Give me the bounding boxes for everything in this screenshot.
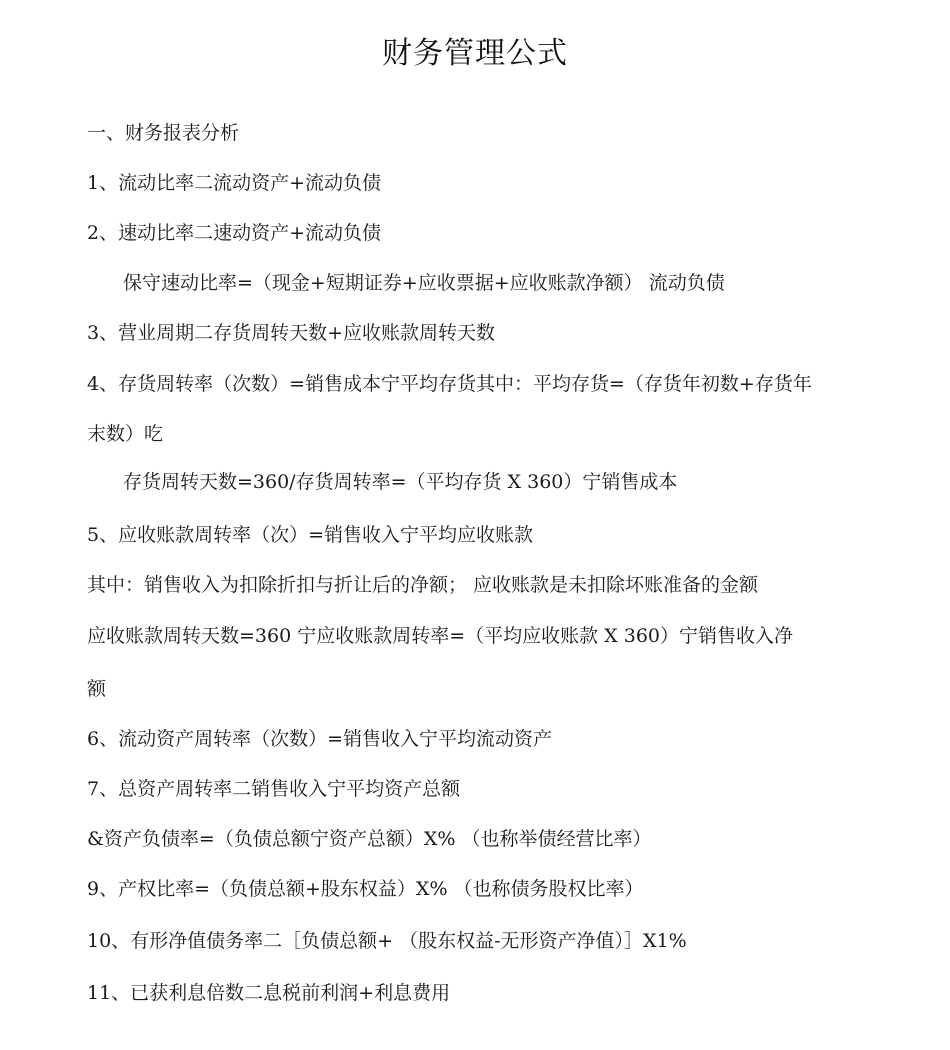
formula-receivables-days-cont: 额: [87, 678, 107, 700]
formula-current-ratio: 1、流动比率二流动资产+流动负债: [87, 172, 382, 194]
formula-conservative-quick-ratio: 保守速动比率=（现金+短期证券+应收票据+应收账款净额） 流动负债: [123, 272, 725, 294]
section-heading: 一、财务报表分析: [87, 122, 240, 144]
formula-total-asset-turnover: 7、总资产周转率二销售收入宁平均资产总额: [87, 778, 461, 800]
formula-equity-ratio: 9、产权比率=（负债总额+股东权益）X% （也称债务股权比率）: [87, 878, 644, 900]
formula-quick-ratio: 2、速动比率二速动资产+流动负债: [87, 222, 382, 244]
note-receivables: 其中：销售收入为扣除折扣与折让后的净额； 应收账款是未扣除坏账准备的金额: [87, 574, 759, 596]
formula-inventory-turnover-cont: 末数）吃: [87, 423, 164, 445]
document-title: 财务管理公式: [382, 36, 568, 71]
formula-receivables-days: 应收账款周转天数=360 宁应收账款周转率=（平均应收账款 X 360）宁销售收入净: [87, 625, 794, 647]
formula-interest-coverage: 11、已获利息倍数二息税前利润+利息费用: [87, 982, 451, 1004]
formula-inventory-turnover: 4、存货周转率（次数）=销售成本宁平均存货其中：平均存货=（存货年初数+存货年: [87, 373, 812, 395]
formula-receivables-turnover: 5、应收账款周转率（次）=销售收入宁平均应收账款: [87, 524, 534, 546]
formula-tangible-net-debt-ratio: 10、有形净值债务率二［负债总额+ （股东权益-无形资产净值）］X1%: [87, 930, 687, 952]
formula-inventory-turnover-days: 存货周转天数=360/存货周转率=（平均存货 X 360）宁销售成本: [123, 471, 678, 493]
formula-current-asset-turnover: 6、流动资产周转率（次数）=销售收入宁平均流动资产: [87, 728, 553, 750]
formula-debt-ratio: &资产负债率=（负债总额宁资产总额）X% （也称举债经营比率）: [87, 828, 652, 850]
formula-operating-cycle: 3、营业周期二存货周转天数+应收账款周转天数: [87, 322, 496, 344]
